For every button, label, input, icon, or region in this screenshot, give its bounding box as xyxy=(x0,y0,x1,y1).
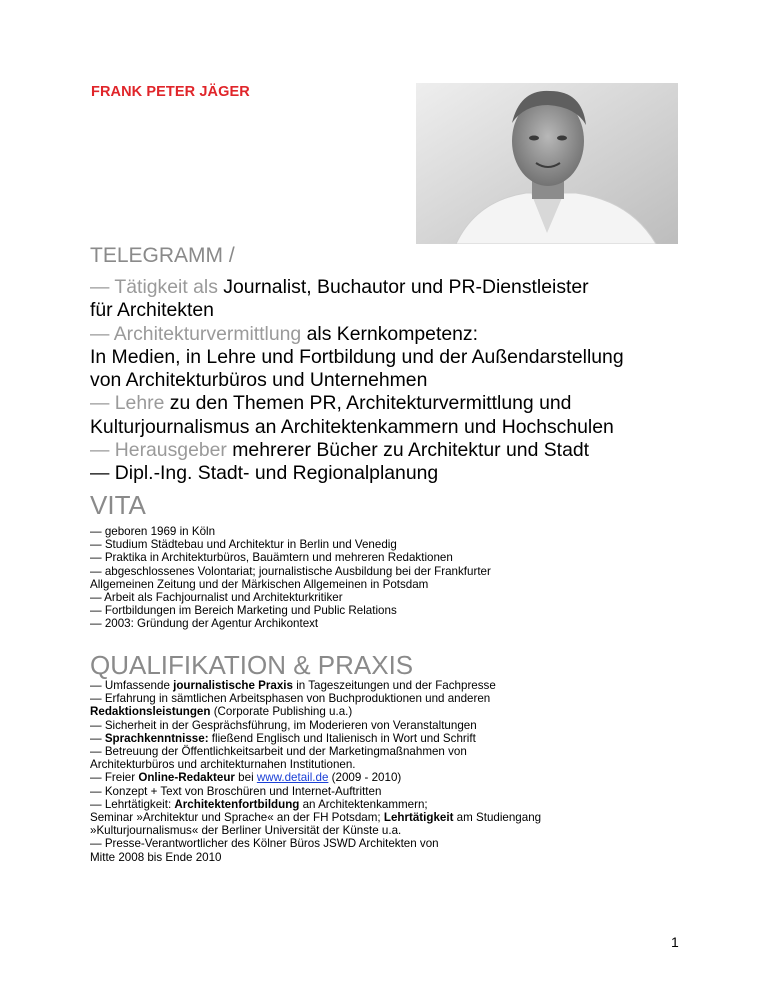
telegramm-line xyxy=(90,439,710,462)
telegramm-line-text: von Architekturbüros und Unternehmen xyxy=(90,369,428,392)
list-item: — 2003: Gründung der Agentur Archikontext xyxy=(90,617,319,631)
list-item: — Erfahrung in sämtlichen Arbeitsphasen von Buchproduktionen und anderen xyxy=(90,692,491,706)
telegramm-line-keyword: — Tätigkeit als xyxy=(90,276,218,298)
telegramm-line xyxy=(90,369,710,392)
list-item: — Konzept + Text von Broschüren und Internet-Auftritten xyxy=(90,784,382,798)
telegramm-line-text: In Medien, in Lehre und Fortbildung und der Außendarstellung xyxy=(90,345,624,368)
list-item: Mitte 2008 bis Ende 2010 xyxy=(90,850,222,864)
portrait-photo xyxy=(416,83,678,244)
list-item: — Presse-Verantwortlicher des Kölner Büros JSWD Architekten von xyxy=(90,837,439,851)
qualifikation-heading: QUALIFIKATION & PRAXIS xyxy=(90,650,414,680)
telegramm-line-text: für Architekten xyxy=(90,299,214,322)
list-item: — Studium Städtebau und Architektur in Berlin und Venedig xyxy=(90,538,397,552)
list-item: — Sicherheit in der Gesprächsführung, im Moderieren von Veranstaltungen xyxy=(90,718,477,732)
list-item: — geboren 1969 in Köln xyxy=(90,525,216,538)
telegramm-line-text: Journalist, Buchautor und PR-Dienstleister xyxy=(217,276,589,298)
detail-link[interactable]: www.detail.de xyxy=(256,771,329,785)
list-item: Redaktionsleistungen (Corporate Publishing u.a.) xyxy=(90,705,353,719)
list-item: — Sprachkenntnisse: fließend Englisch und Italienisch in Wort und Schrift xyxy=(90,731,476,745)
telegramm-line xyxy=(90,392,710,415)
telegramm-line xyxy=(90,276,710,299)
telegramm-line-text: mehrerer Bücher zu Architektur und Stadt xyxy=(226,439,590,462)
telegramm-line-text: — Dipl.-Ing. Stadt- und Regionalplanung xyxy=(90,462,439,485)
telegramm-line-keyword: — Herausgeber xyxy=(90,439,227,462)
qualifikation-list xyxy=(90,679,710,864)
list-item: »Kulturjournalismus« der Berliner Universität der Künste u.a. xyxy=(90,824,402,838)
page-number: 1 xyxy=(671,934,679,950)
telegramm-line-keyword: — Architekturvermittlung xyxy=(90,322,302,345)
telegramm-list xyxy=(90,276,710,486)
telegramm-line xyxy=(90,462,710,485)
list-item: — Freier Online-Redakteur bei www.detail.de (2009 - 2010) xyxy=(90,771,402,785)
author-name: FRANK PETER JÄGER xyxy=(91,84,250,100)
telegramm-line-text: zu den Themen PR, Architekturvermittlung und xyxy=(164,392,572,415)
telegramm-line xyxy=(90,416,710,439)
telegramm-line xyxy=(90,346,710,369)
list-item: Seminar »Architektur und Sprache« an der FH Potsdam; Lehrtätigkeit am Studiengang xyxy=(90,811,542,825)
portrait-illustration xyxy=(416,83,678,244)
telegramm-heading: TELEGRAMM / xyxy=(90,244,235,267)
telegramm-line xyxy=(90,323,710,346)
list-item: — Betreuung der Öffentlichkeitsarbeit und der Marketingmaßnahmen von xyxy=(90,745,467,759)
list-item: — Arbeit als Fachjournalist und Architekturkritiker xyxy=(90,591,343,605)
list-item: Architekturbüros und architekturnahen Institutionen. xyxy=(90,758,356,772)
list-item: — Lehrtätigkeit: Architektenfortbildung an Architektenkammern; xyxy=(90,797,428,811)
list-item: — Fortbildungen im Bereich Marketing und Public Relations xyxy=(90,604,397,618)
telegramm-line-text: Kulturjournalismus an Architektenkammern und Hochschulen xyxy=(90,415,614,438)
telegramm-line-text: als Kernkompetenz: xyxy=(301,322,478,345)
vita-list xyxy=(90,525,710,631)
list-item: — Praktika in Architekturbüros, Bauämtern und mehreren Redaktionen xyxy=(90,551,453,565)
list-item: — Umfassende journalistische Praxis in Tageszeitungen und der Fachpresse xyxy=(90,679,496,692)
telegramm-line-keyword: — Lehre xyxy=(90,392,165,415)
vita-heading: VITA xyxy=(90,490,146,520)
list-item: — abgeschlossenes Volontariat; journalistische Ausbildung bei der Frankfurter xyxy=(90,564,491,578)
list-item: Allgemeinen Zeitung und der Märkischen Allgemeinen in Potsdam xyxy=(90,577,429,591)
telegramm-line xyxy=(90,299,710,322)
